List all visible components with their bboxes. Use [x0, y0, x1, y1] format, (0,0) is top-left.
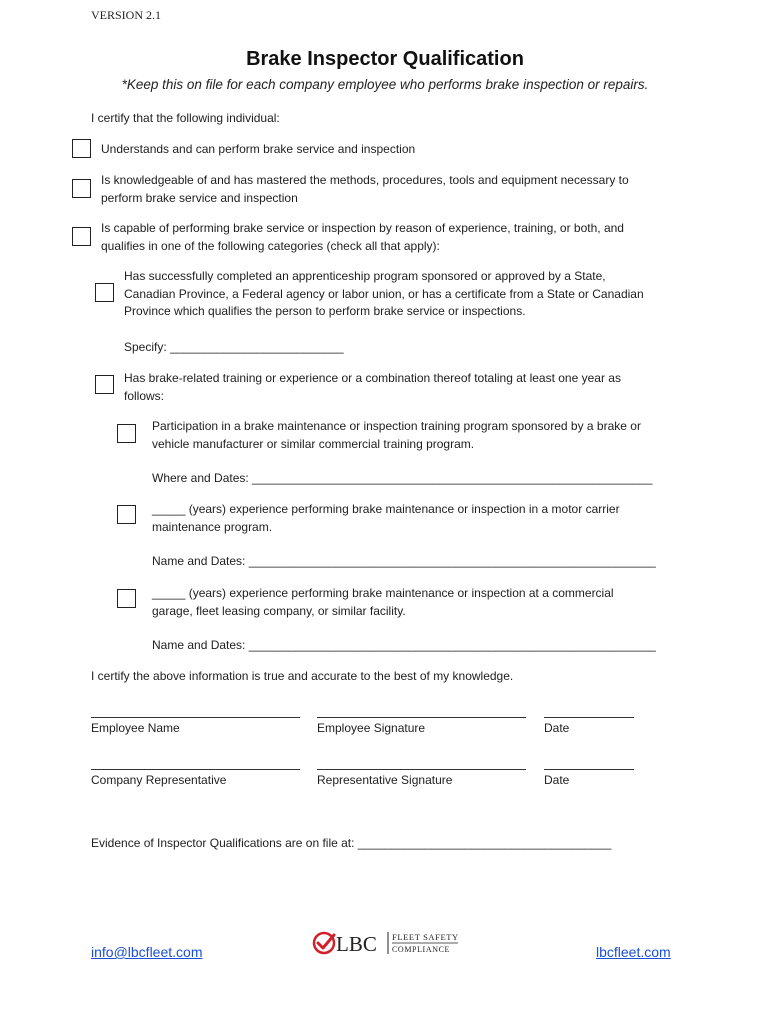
- program-text: [152, 418, 641, 453]
- employee-signature-line[interactable]: [317, 717, 526, 718]
- specify-field[interactable]: Specify: __________________________: [124, 340, 344, 354]
- employee-signature-label: Employee Signature: [317, 721, 426, 735]
- capable-text: [101, 220, 624, 255]
- knowledgeable-checkbox[interactable]: [72, 179, 91, 198]
- garage-line-1: _____ (years) experience performing brake maintenance or inspection at a commercial: [152, 586, 614, 600]
- website-link[interactable]: lbcfleet.com: [596, 944, 671, 960]
- employee-name-line[interactable]: [91, 717, 300, 718]
- garage-line-2: garage, fleet leasing company, or similar facility.: [152, 603, 406, 618]
- page-title: Brake Inspector Qualification: [246, 48, 524, 70]
- apprenticeship-text: [124, 268, 644, 321]
- where-dates-field[interactable]: Where and Dates: ____________________________________________________________: [152, 471, 653, 485]
- program-line-2: vehicle manufacturer or similar commercial training program.: [152, 436, 475, 451]
- lbc-logo: [312, 929, 462, 957]
- knowledgeable-line-2: perform brake service and inspection: [101, 190, 298, 205]
- company-rep-label: Company Representative: [91, 773, 227, 787]
- program-line-1: Participation in a brake maintenance or inspection training program sponsored by a brake or: [152, 419, 641, 433]
- capable-checkbox[interactable]: [72, 227, 91, 246]
- knowledgeable-text: [101, 172, 629, 207]
- date-label-1: Date: [544, 721, 570, 735]
- date-line-2[interactable]: [544, 769, 634, 770]
- training-line-1: Has brake-related training or experience or a combination thereof totaling at least one year as: [124, 371, 621, 385]
- logo-text: LBC: [336, 932, 377, 956]
- apprenticeship-line-3: Province which qualifies the person to perform brake service or inspections.: [124, 304, 526, 318]
- garage-text: [152, 585, 614, 620]
- email-link[interactable]: info@lbcfleet.com: [91, 944, 203, 960]
- logo-tagline-1: FLEET SAFETY: [392, 932, 459, 942]
- evidence-field[interactable]: Evidence of Inspector Qualifications are on file at: ______________________________________: [91, 836, 612, 850]
- capable-line-2: qualifies in one of the following categories (check all that apply):: [101, 238, 440, 253]
- date-line-1[interactable]: [544, 717, 634, 718]
- employee-name-label: Employee Name: [91, 721, 180, 735]
- rep-signature-line[interactable]: [317, 769, 526, 770]
- capable-line-1: Is capable of performing brake service or inspection by reason of experience, training, or both, and: [101, 221, 624, 235]
- motor-carrier-checkbox[interactable]: [117, 505, 136, 524]
- knowledgeable-line-1: Is knowledgeable of and has mastered the methods, procedures, tools and equipment necessary to: [101, 173, 629, 187]
- training-line-2: follows:: [124, 388, 165, 403]
- apprenticeship-line-1: Has successfully completed an apprenticeship program sponsored or approved by a State,: [124, 269, 606, 283]
- understands-text: Understands and can perform brake service and inspection: [101, 142, 416, 156]
- motor-carrier-line-2: maintenance program.: [152, 519, 273, 534]
- logo-tagline-2: COMPLIANCE: [392, 945, 451, 954]
- certify-true-statement: I certify the above information is true and accurate to the best of my knowledge.: [91, 669, 514, 683]
- garage-checkbox[interactable]: [117, 589, 136, 608]
- apprenticeship-checkbox[interactable]: [95, 283, 114, 302]
- motor-carrier-text: [152, 501, 620, 536]
- program-checkbox[interactable]: [117, 424, 136, 443]
- name-dates-field-1[interactable]: Name and Dates: _____________________________________________________________: [152, 554, 656, 568]
- rep-signature-label: Representative Signature: [317, 773, 453, 787]
- company-rep-line[interactable]: [91, 769, 300, 770]
- understands-checkbox[interactable]: [72, 139, 91, 158]
- version-label: VERSION 2.1: [91, 8, 162, 22]
- lbc-logo-mark-icon: [312, 929, 462, 957]
- certify-intro: I certify that the following individual:: [91, 111, 280, 125]
- motor-carrier-line-1: _____ (years) experience performing brake maintenance or inspection in a motor carrier: [152, 502, 620, 516]
- date-label-2: Date: [544, 773, 570, 787]
- training-checkbox[interactable]: [95, 375, 114, 394]
- apprenticeship-line-2: Canadian Province, a Federal agency or labor union, or has a certificate from a State or Canadian: [124, 286, 644, 301]
- training-text: [124, 370, 621, 405]
- page-subtitle: *Keep this on file for each company employee who performs brake inspection or repairs.: [121, 77, 649, 92]
- name-dates-field-2[interactable]: Name and Dates: _____________________________________________________________: [152, 638, 656, 652]
